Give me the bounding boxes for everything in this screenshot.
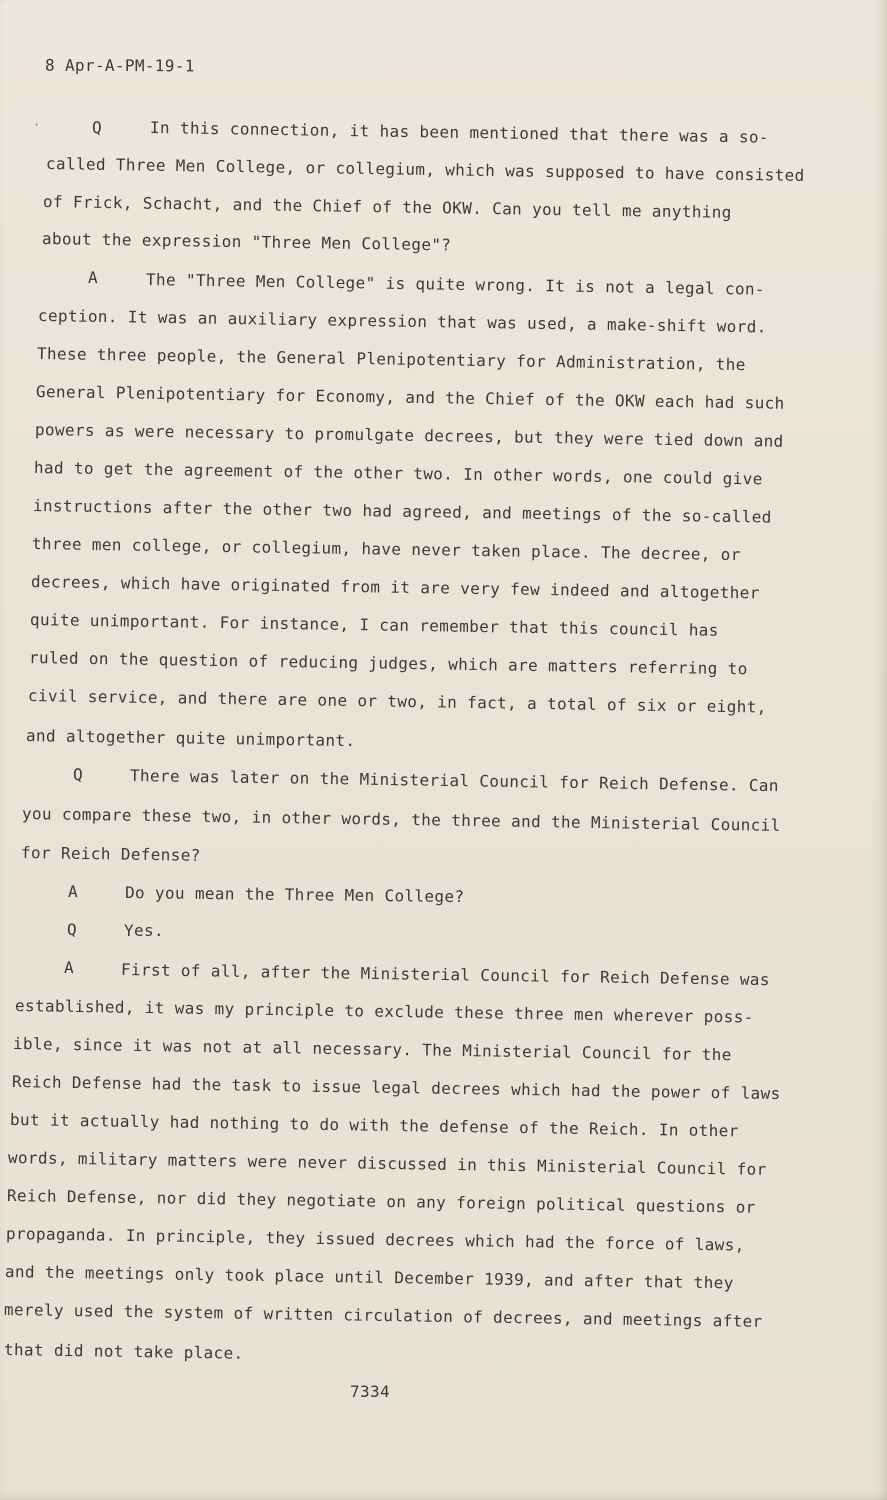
text-line: instructions after the other two had agreed, and meetings of the so-called [32,496,772,527]
text-line: General Plenipotentiary for Economy, and the Chief of the OKW each had such [35,382,785,413]
text-line: established, it was my principle to exclude these three men wherever poss- [14,996,754,1027]
text-line: merely used the system of written circulation of decrees, and meetings after [3,1300,763,1331]
text-line: These three people, the General Plenipotentiary for Administration, the [36,344,746,375]
speaker-label: A [67,882,79,902]
text-line: In this connection, it has been mentioned that there was a so- [149,118,770,147]
text-line: words, military matters were never discussed in this Ministerial Council for [7,1148,767,1179]
text-line: ruled on the question of reducing judges, which are matters referring to [28,648,748,679]
text-line: powers as were necessary to promulgate decrees, but they were tied down and [34,420,784,451]
text-line: Do you mean the Three Men College? [124,883,465,907]
speaker-label: Q [91,118,103,138]
text-line: that did not take place. [3,1340,244,1363]
text-line: Reich Defense had the task to issue legal decrees which had the power of laws [11,1072,781,1104]
text-line: ible, since it was not at all necessary. The Ministerial Council for the [12,1034,732,1065]
speaker-label: A [63,958,75,978]
text-line: ception. It was an auxiliary expression that was used, a make-shift word. [37,306,767,337]
text-line: First of all, after the Ministerial Council for Reich Defense was [120,960,770,990]
text-line: Reich Defense, nor did they negotiate on any foreign political questions or [6,1186,756,1217]
text-line: There was later on the Ministerial Council for Reich Defense. Can [129,766,779,796]
margin-dot: · [33,118,41,132]
text-line: about the expression "Three Men College"? [41,229,452,255]
speaker-label: Q [67,920,77,939]
text-line: three men college, or collegium, have never taken place. The decree, or [31,534,741,565]
text-line: decrees, which have originated from it are very few indeed and altogether [30,572,760,603]
text-line: civil service, and there are one or two, in fact, a total of six or eight, [27,686,767,717]
text-line: quite unimportant. For instance, I can remember that this council has [29,610,719,640]
text-line: but it actually had nothing to do with the defense of the Reich. In other [9,1110,739,1141]
text-line: of Frick, Schacht, and the Chief of the OKW. Can you tell me anything [42,192,732,222]
page-number: 7334 [350,1382,390,1401]
speaker-label: Q [72,765,84,785]
text-line: for Reich Defense? [20,843,201,865]
text-line: you compare these two, in other words, the three and the Ministerial Council [21,804,781,835]
text-line: and altogether quite unimportant. [25,726,356,751]
text-line: called Three Men College, or collegium, which was supposed to have consisted [45,154,805,185]
text-line: and the meetings only took place until December 1939, and after that they [4,1262,734,1293]
text-line: The "Three Men College" is quite wrong. It is not a legal con- [145,270,766,299]
page-reference: 8 Apr-A-PM-19-1 [44,55,195,76]
text-line: had to get the agreement of the other two. In other words, one could give [33,458,763,489]
text-line: Yes. [124,921,164,940]
text-line: propaganda. In principle, they issued decrees which had the force of laws, [5,1224,745,1255]
speaker-label: A [87,268,99,288]
